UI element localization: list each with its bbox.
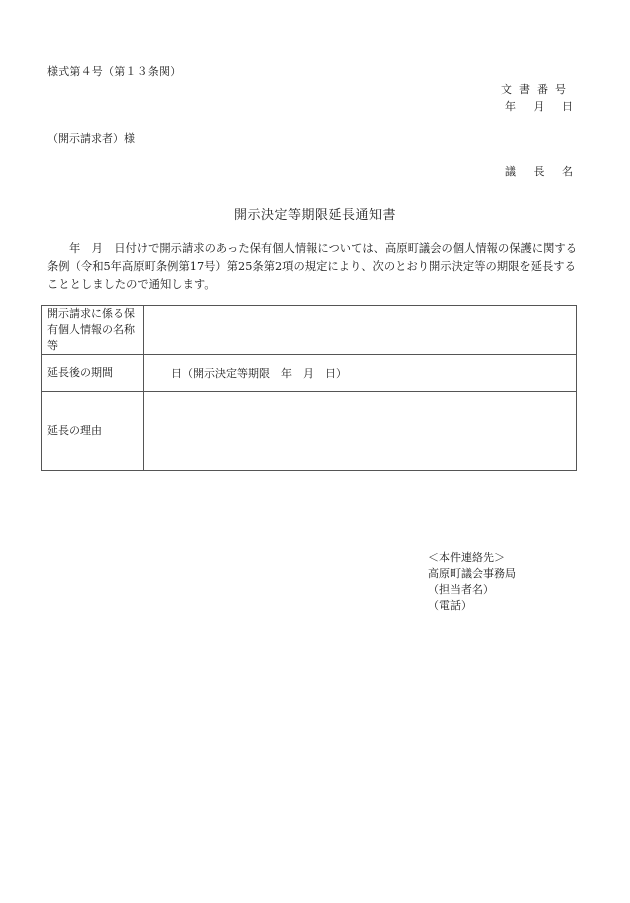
contact-block <box>428 550 516 614</box>
row-value-extended-period: 日（開示決定等期限 年 月 日） <box>144 355 577 392</box>
table-row <box>42 392 577 471</box>
row-label-extended-period: 延長後の期間 <box>42 355 144 392</box>
table-row <box>42 355 577 392</box>
extension-info-table <box>41 305 577 471</box>
form-number: 様式第４号（第１３条関） <box>47 65 182 78</box>
contact-person: （担当者名） <box>428 583 494 596</box>
document-title: 開示決定等期限延長通知書 <box>233 208 396 223</box>
contact-office: 高原町議会事務局 <box>428 567 516 580</box>
document-date-label: 年 月 日 <box>505 100 573 113</box>
row-value-extension-reason <box>144 392 577 471</box>
row-label-requested-info: 開示請求に係る保有個人情報の名称等 <box>42 306 144 355</box>
document-number-label: 文書番号 <box>501 83 573 96</box>
contact-heading: ＜本件連絡先＞ <box>428 551 505 564</box>
table-row <box>42 306 577 355</box>
contact-phone: （電話） <box>428 599 472 612</box>
notice-body: 年 月 日付けで開示請求のあった保有個人情報については、高原町議会の個人情報の保護に関する条例（令和5年高原町条例第17号）第25条第2項の規定により、次のとおり開示決定等の期限を延長することとしましたので通知します。 <box>47 242 578 291</box>
sender-line: 議 長 名 <box>505 165 573 178</box>
row-label-extension-reason: 延長の理由 <box>42 392 144 471</box>
recipient-line: （開示請求者）様 <box>47 132 135 145</box>
row-value-requested-info <box>144 306 577 355</box>
